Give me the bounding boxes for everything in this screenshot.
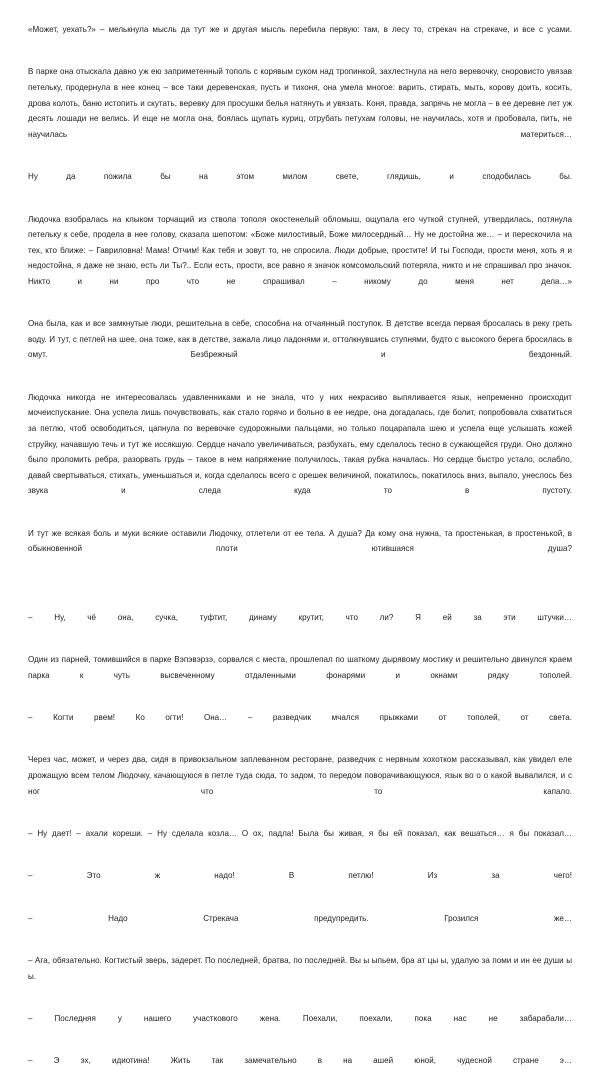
paragraph: Людочка взобралась на клыком торчащий из ствола тополя окостенелый обломыш, ощупала его чуткой ступней, утвердилась, потянула петельку к себе, продела в нее голову, сказала шепотом: «Боже милостивый, Боже милосердный… Ну не достойна же… – и перескочила на тех, кто ближе: – Гавриловна! Мама! Отчим! Как тебя и зовут то, не спросила. Люди добрые, простите! И ты Господи, прости меня, хоть я и недостойна, я даже не знаю, есть ли Ты?.. Если есть, прости, все равно я значок комсомольский потеряла, никто и не спрашивал про значок. Никто и ни про что не спрашивал – никому до меня нет дела…»	[28, 214, 572, 286]
paragraph: Ну да пожила бы на этом милом свете, глядишь, и сподобилась бы.	[28, 172, 572, 182]
paragraph: – Ну дает! – ахали кореши. – Ну сделала козла… О ох, падла! Была бы живая, я бы ей показал, как вешаться… я бы показал…	[28, 829, 572, 838]
section-break	[28, 584, 572, 610]
paragraph: – Ага, обязательно. Когтистый зверь, задерет. По последней, братва, по последней. Вы ы ыпьем, бра ат цы ы, удалую за поми и ин ее души ы ы.	[28, 956, 572, 981]
paragraph: Один из парней, томившийся в парке Вэпэвэрзэ, сорвался с места, прошлепал по шаткому дырявому мостику и решительно двинулся краем парка к чуть высвеченному отдаленными фонарями и окнами рядку тополей.	[28, 655, 572, 680]
paragraph: В парке она отыскала давно уж ею заприметенный тополь с корявым суком над тропинкой, захлестнула на него веревочку, сноровисто увязав петельку, продернула в нее конец – все таки деревенская, пусть и тихоня, она умела многое: варить, стирать, мыть, корову доить, косить, дрова колоть, баню истопить и скутать, веревку для просушки белья натянуть и увязать. Коня, правда, запрячь не могла – в ее деревне лет уж десять лошади не велись. И еще не могла она, боялась щупать куриц, отрубать петухам головы, не научилась, хотя и пробовала, пить, не научилась материться…	[28, 67, 572, 139]
paragraph: – Последняя у нашего участкового жена. Поехали, поехали, пока нас не забарабали…	[28, 1014, 572, 1024]
paragraph: Людочка никогда не интересовалась удавленниками и не знала, что у них некрасиво выпяливается язык, непременно происходит мочеиспускание. Она успела лишь почувствовать, как стало горячо и больно в ее недре, она догадалась, где болит, попробовала схватиться за петлю, чтоб освободиться, цапнула по веревочке судорожными пальцами, но только поцарапала шею и успела еще услышать кожей струйку, начавшую течь и тут же иссякшую. Сердце начало увеличиваться, разбухать, ему сделалось тесно в сужающейся груди. Оно должно было проломить ребра, разорвать грудь – такое в нем напряжение получилось, такая рубка началась. Но сердце быстро устало, ослабло, давай свертываться, стихать, уменьшаться и, когда сделалось всего с орешек величиной, покатилось, покатилось вниз, выпало, унеслось без звука и следа куда то в пустоту.	[28, 392, 572, 496]
paragraph: – Когти рвем! Ко огти! Она… – разведчик мчался прыжками от тополей, от света.	[28, 713, 572, 723]
paragraph: Она была, как и все замкнутые люди, решительна в себе, способна на отчаянный поступок. В детстве всегда первая бросалась в реку греть воду. И тут, с петлей на шее, она тоже, как в детстве, зажала лицо ладонями и, оттолкнувшись ступнями, будто с высокого берега бросилась в омут. Безбрежный и бездонный.	[28, 319, 572, 360]
paragraph: И тут же всякая боль и муки всякие оставили Людочку, отлетели от ее тела. А душа? Да кому она нужна, та простенькая, в простенькой, в обыкновенной плоти ютившаяся душа?	[28, 528, 572, 554]
paragraph: – Надо Стрекача предупредить. Грозился же…	[28, 913, 572, 923]
paragraph: – Ну, чё она, сучка, туфтит, динаму крутит, что ли? Я ей за эти штучки…	[28, 612, 572, 622]
paragraph: Через час, может, и через два, сидя в привокзальном заплеванном ресторане, разведчик с нервным хохотком рассказывал, как увидел еле дрожащую всем телом Людочку, качающуюся в петле туда сюда, то задом, то передом поворачивающуюся, язык во о о какой вывалился, и с ног что то капало.	[28, 755, 572, 796]
paragraph: «Может, уехать?» – мелькнула мысль да тут же и другая мысль перебила первую: там, в лесу то, стрекач на стрекаче, и все с усами.	[28, 25, 572, 34]
paragraph: – Э эх, идиотина! Жить так замечательно в на ашей юной, чудесной стране э…	[28, 1056, 572, 1066]
paragraph: – Это ж надо! В петлю! Из за чего!	[28, 871, 572, 881]
